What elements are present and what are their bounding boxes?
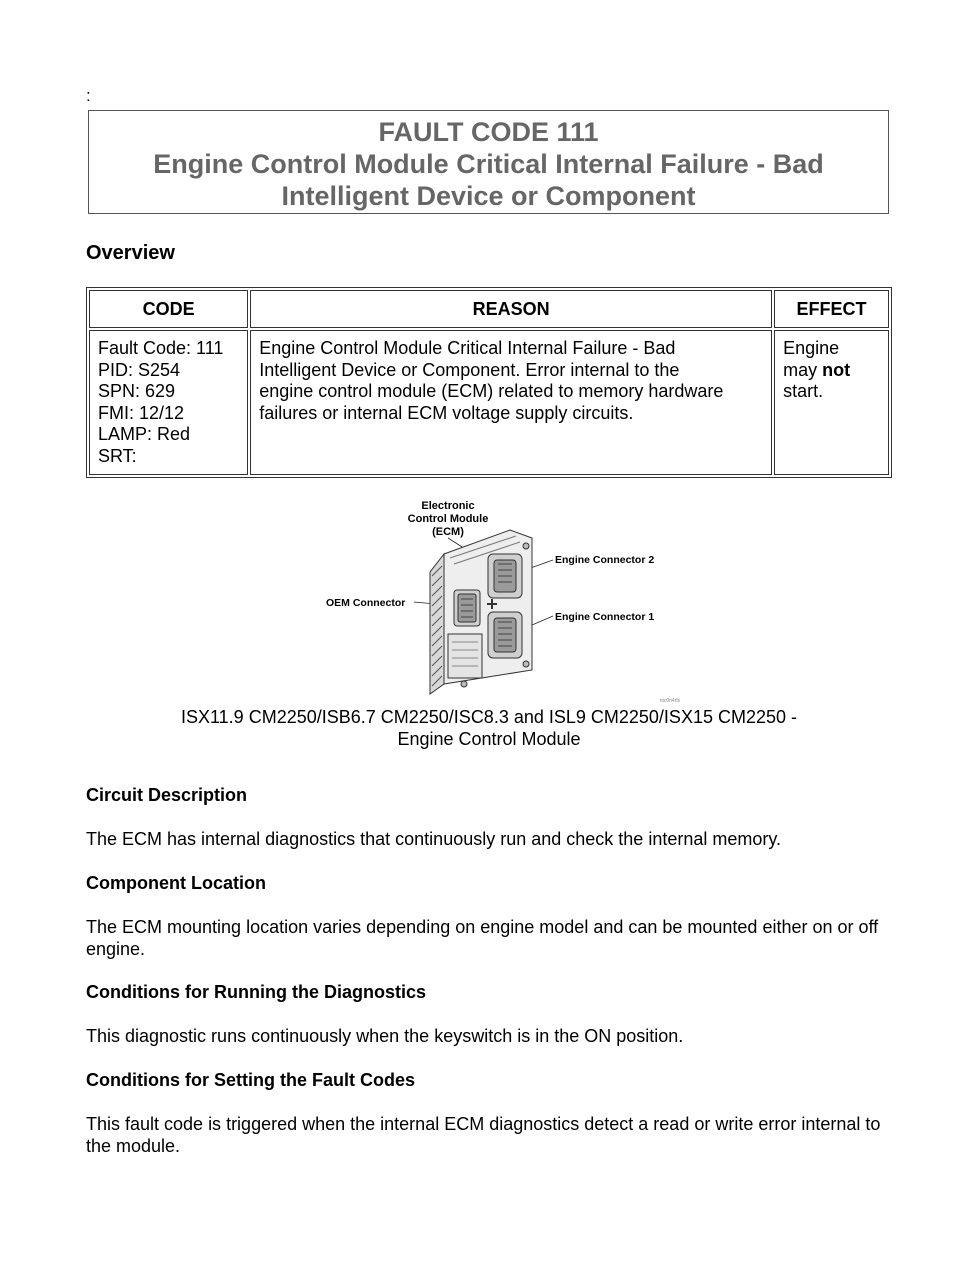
setting-fault-codes-text: This fault code is triggered when the internal ECM diagnostics detect a read or write error internal to the module. <box>86 1114 881 1156</box>
label-engine-connector-1: Engine Connector 1 <box>555 611 655 623</box>
effect-line2 <box>783 360 880 382</box>
heading-setting-fault-codes: Conditions for Setting the Fault Codes <box>86 1070 415 1090</box>
label-ecm-3: (ECM) <box>432 526 464 538</box>
fault-description-line2: Intelligent Device or Component <box>281 181 696 211</box>
reason-line: engine control module (ECM) related to memory hardware <box>259 381 724 401</box>
ecm-module-illustration <box>430 530 532 694</box>
component-location-text: The ECM mounting location varies depending on engine model and can be mounted either on or off engine. <box>86 917 879 959</box>
reason-line: failures or internal ECM voltage supply circuits. <box>259 402 634 423</box>
code-line-srt: SRT: <box>98 445 137 466</box>
label-oem-connector: OEM Connector <box>326 597 406 609</box>
fault-description-line1: Engine Control Module Critical Internal Failure - Bad <box>153 149 824 179</box>
header-reason: REASON <box>250 290 772 328</box>
running-diagnostics-text: This diagnostic runs continuously when the keyswitch is in the ON position. <box>86 1026 684 1046</box>
effect-line1: Engine <box>783 338 840 358</box>
overview-heading: Overview <box>86 242 175 264</box>
reason-line: Engine Control Module Critical Internal Failure - Bad <box>259 338 676 358</box>
title-box <box>88 110 889 214</box>
label-ecm-1: Electronic <box>421 500 475 512</box>
code-line-pid: PID: S254 <box>98 359 181 380</box>
effect-line3: start. <box>783 381 824 401</box>
figure-caption <box>86 706 892 750</box>
figure-id: ntc0n4rls <box>659 698 680 704</box>
table-row <box>89 330 889 475</box>
label-engine-connector-2: Engine Connector 2 <box>555 554 655 566</box>
reason-line: Intelligent Device or Component. Error internal to the <box>259 359 680 380</box>
reason-cell <box>250 330 772 475</box>
caption-line1: ISX11.9 CM2250/ISB6.7 CM2250/ISC8.3 and ISL9 CM2250/ISX15 CM2250 - <box>180 707 798 727</box>
code-line-fmi: FMI: 12/12 <box>98 402 185 423</box>
code-line-fault: Fault Code: 111 <box>98 338 224 358</box>
circuit-description-text: The ECM has internal diagnostics that continuously run and check the internal memory. <box>86 829 782 849</box>
overview-table <box>86 287 892 478</box>
effect-not: not <box>822 359 851 380</box>
code-line-lamp: LAMP: Red <box>98 424 191 444</box>
code-line-spn: SPN: 629 <box>98 381 176 401</box>
header-code: CODE <box>89 290 248 328</box>
heading-circuit-description: Circuit Description <box>86 785 248 805</box>
table-header-row <box>89 290 889 328</box>
heading-component-location: Component Location <box>86 873 266 893</box>
effect-cell <box>774 330 889 475</box>
effect-may: may <box>783 359 823 380</box>
label-ecm-2: Control Module <box>407 513 489 525</box>
ecm-diagram <box>320 494 700 706</box>
code-cell <box>89 330 248 475</box>
heading-running-diagnostics: Conditions for Running the Diagnostics <box>86 982 426 1002</box>
caption-line2: Engine Control Module <box>397 729 581 749</box>
leading-colon: : <box>86 86 91 105</box>
header-effect: EFFECT <box>774 290 889 328</box>
fault-code-title: FAULT CODE 111 <box>378 117 599 147</box>
